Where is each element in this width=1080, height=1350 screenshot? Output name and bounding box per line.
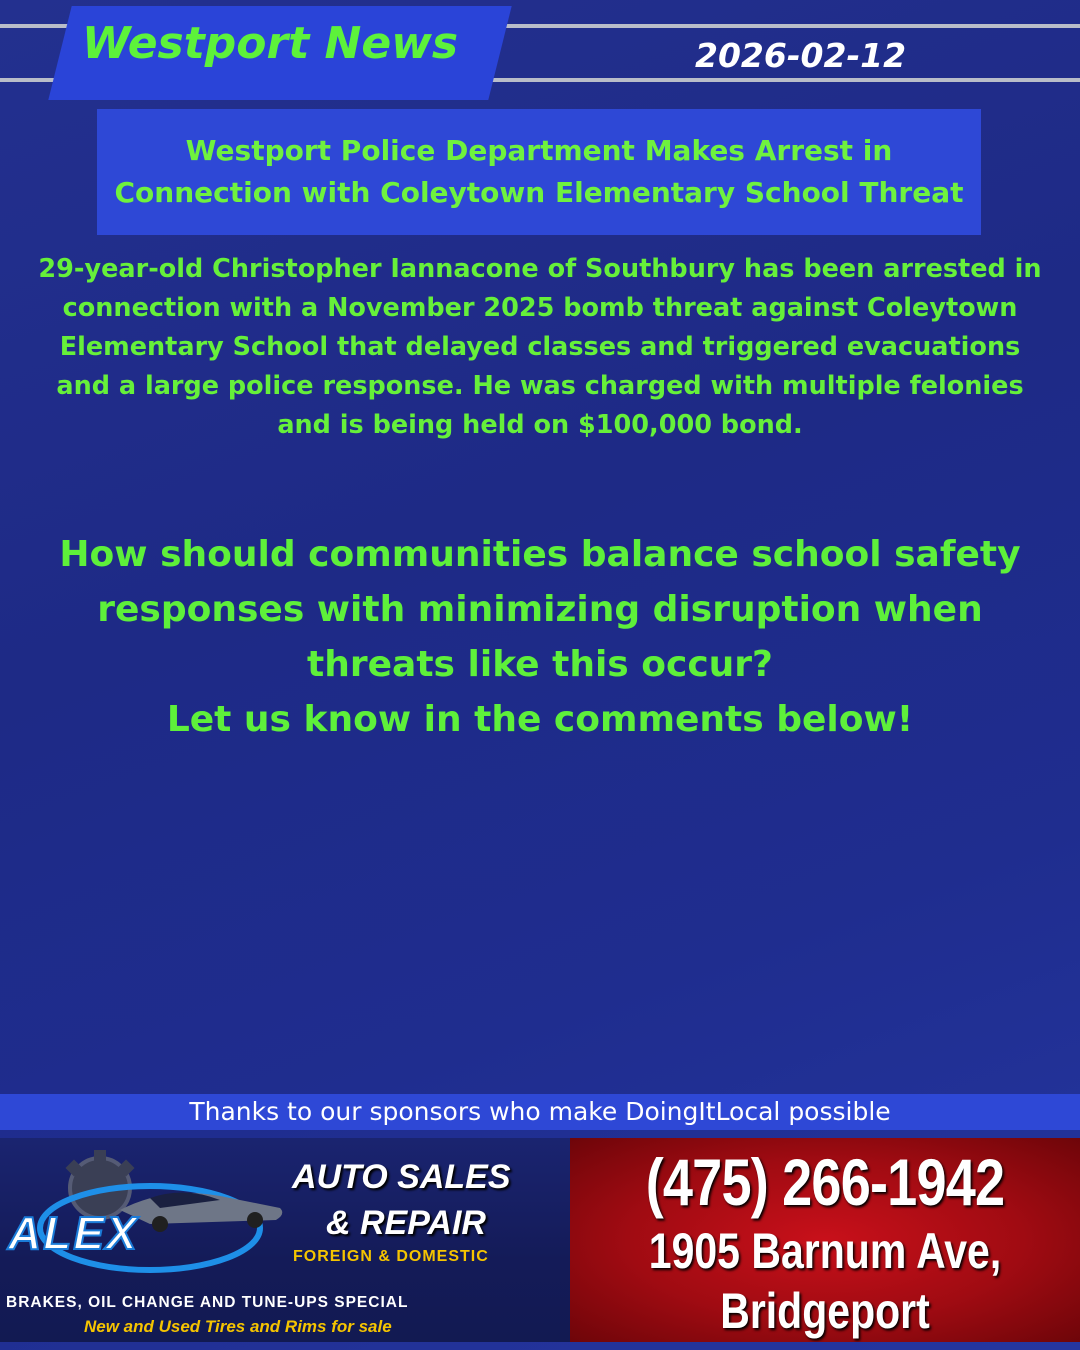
comment-prompt: Let us know in the comments below! [166, 699, 914, 740]
ad-address-line-2: Bridgeport [720, 1283, 930, 1339]
headline-line-2: Connection with Coleytown Elementary School Threat [114, 176, 964, 209]
post-date: 2026-02-12 [695, 36, 907, 75]
alex-logo: ALEX [8, 1207, 139, 1259]
brand-title: Westport News [82, 18, 459, 69]
ad-tagline: FOREIGN & DOMESTIC [293, 1248, 489, 1265]
ad-title-line-1: AUTO SALES [292, 1158, 511, 1196]
ad-phone[interactable]: (475) 266-1942 [645, 1145, 1005, 1219]
sponsor-ad-left[interactable] [0, 1138, 570, 1342]
discussion-question: How should communities balance school safety responses with minimizing disruption when threats like this occur? [59, 534, 1021, 685]
headline [109, 130, 969, 214]
headline-line-1: Westport Police Department Makes Arrest in [185, 134, 893, 167]
ad-special: BRAKES, OIL CHANGE AND TUNE-UPS SPECIAL [6, 1294, 409, 1311]
headline-box [97, 109, 981, 235]
ad-title-line-2: & REPAIR [326, 1204, 486, 1242]
ad-tires: New and Used Tires and Rims for sale [84, 1317, 392, 1336]
ad-address-line-1: 1905 Barnum Ave, [648, 1223, 1002, 1279]
article-summary: 29-year-old Christopher Iannacone of Southbury has been arrested in connection with a November 2025 bomb threat against Coleytown Elementary School that delayed classes and triggered evacuations and a large police response. He was charged with multiple felonies and is being held on $100,000 bond. [38, 254, 1042, 440]
sponsor-ad-right[interactable] [570, 1138, 1080, 1342]
sponsor-bar: Thanks to our sponsors who make DoingItLocal possible [0, 1094, 1080, 1130]
